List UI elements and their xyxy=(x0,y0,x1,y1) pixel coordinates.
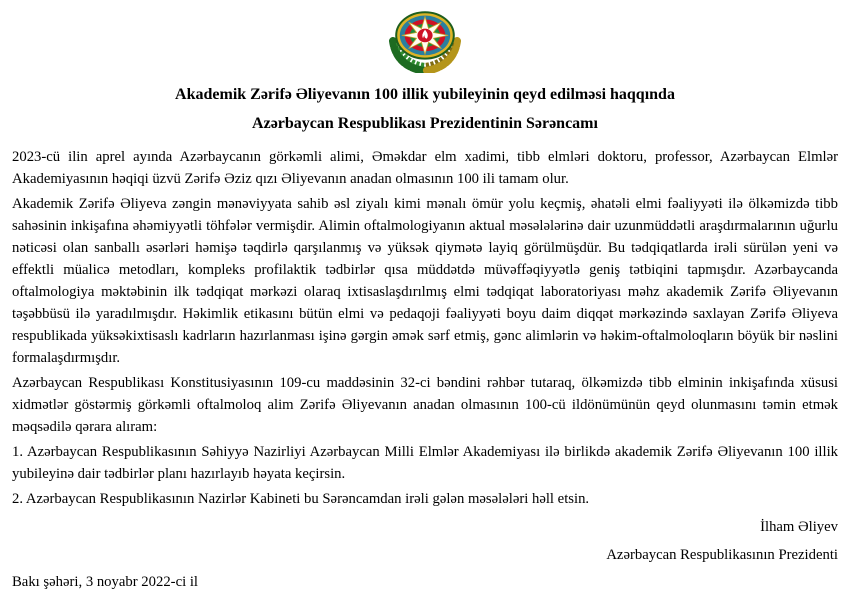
decree-item-1: 1. Azərbaycan Respublikasının Səhiyyə Nazirliyi Azərbaycan Milli Elmlər Akademiyası ilə birlikdə akademik Zərifə Əliyevanın 100 illik yubileyinə dair tədbirlər planı hazırlayıb həyata keçirsin. xyxy=(12,444,838,482)
decree-subject-title: Akademik Zərifə Əliyevanın 100 illik yubileyinin qeyd edilməsi haqqında xyxy=(175,86,675,103)
signature-title: Azərbaycan Respublikasının Prezidenti xyxy=(606,547,838,563)
decree-paragraph-2: Akademik Zərifə Əliyeva zəngin mənəviyyata sahib əsl ziyalı kimi mənalı ömür yolu keçmiş, əhatəli elmi fəaliyyəti ilə ölkəmizdə tibb sahəsinin inkişafına əhəmiyyətli töhfələr vermişdir. Alimin oftalmologiyanın aktual məsələlərinə dair uzunmüddətli araşdırmalarının uğurlu nəticəsi olan sanballı əsərləri həmişə təqdirlə qarşılanmış və yüksək qiymətə layiq görülmüşdür. Bu tədqiqatlarda irəli sürülən yeni və effektli müalicə metodları, kompleks profilaktik tədbirlər qısa müddətdə müvəffəqiyyətlə geniş tətbiqini tapmışdır. Azərbaycanda oftalmologiya məktəbinin ilk tədqiqat mərkəzi olaraq ixtisaslaşdırılmış elmi tədqiqat laboratoriyası məhz akademik Zərifə Əliyevanın təşəbbüsü ilə yaradılmışdır. Həkimlik etikasını bütün elmi və pedaqoji fəaliyyəti boyu daim diqqət mərkəzində saxlayan Zərifə Əliyeva respublikada yüksəkixtisaslı kadrların hazırlanması işinə gərgin əmək sərf etmiş, gənc alimlərin və həkim-oftalmoloqların böyük bir nəslini formalaşdırmışdır. xyxy=(12,196,838,366)
signature-name: İlham Əliyev xyxy=(760,519,838,535)
place-date-line: Bakı şəhəri, 3 noyabr 2022-ci il xyxy=(12,574,198,590)
decree-item-2: 2. Azərbaycan Respublikasının Nazirlər Kabineti bu Sərəncamdan irəli gələn məsələləri həll etsin. xyxy=(12,491,590,507)
decree-paragraph-1: 2023-cü ilin aprel ayında Azərbaycanın görkəmli alimi, Əməkdar elm xadimi, tibb elmləri doktoru, professor, Azərbaycan Elmlər Akademiyasının həqiqi üzvü Zərifə Əziz qızı Əliyevanın anadan olmasının 100 ili tamam olur. xyxy=(12,149,838,187)
decree-paragraph-3: Azərbaycan Respublikası Konstitusiyasının 109-cu maddəsinin 32-ci bəndini rəhbər tutaraq, ölkəmizdə tibb elminin inkişafında xüsusi xidmətlər göstərmiş görkəmli oftalmoloq alim Zərifə Əliyevanın anadan olmasının 100-cü ildönümünün qeyd olunmasını təmin etmək məqsədilə qərara alıram: xyxy=(12,375,838,435)
emblem-graphic xyxy=(383,9,467,73)
azerbaijan-coat-of-arms-icon xyxy=(12,9,838,73)
decree-type-title: Azərbaycan Respublikası Prezidentinin Sərəncamı xyxy=(252,115,598,132)
